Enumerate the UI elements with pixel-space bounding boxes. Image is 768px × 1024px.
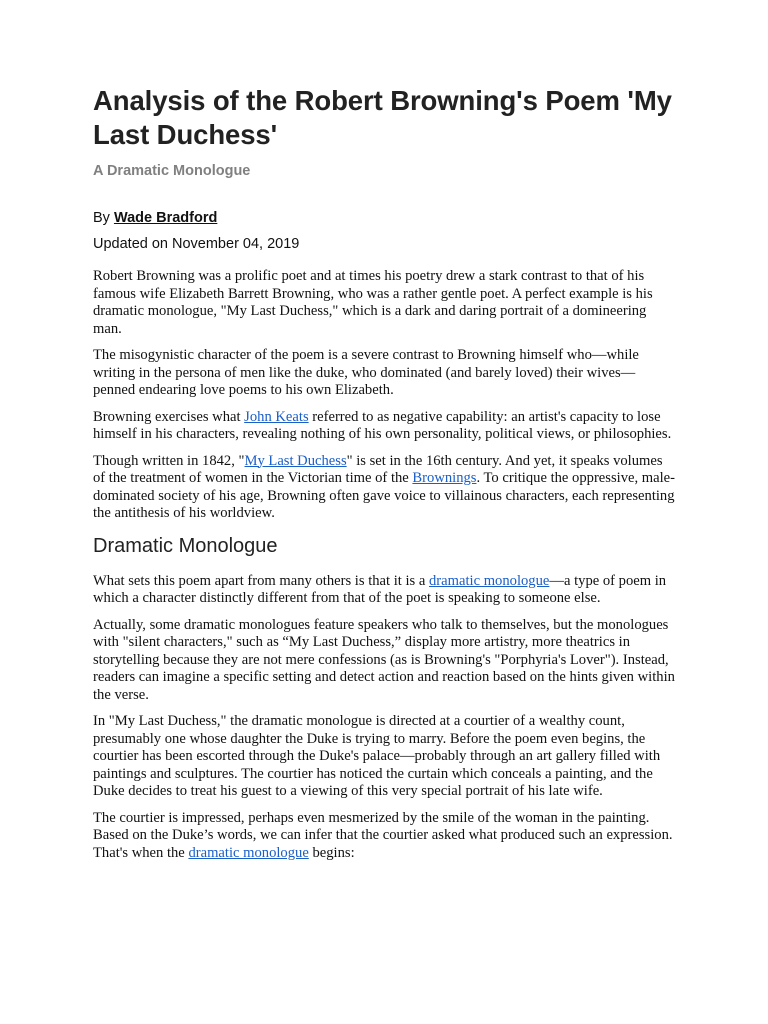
paragraph-text: begins:: [308, 844, 355, 861]
section-heading: Dramatic Monologue: [93, 534, 278, 557]
paragraph: [93, 810, 675, 863]
byline: [93, 209, 675, 227]
paragraph: In "My Last Duchess," the dramatic monologue is directed at a courtier of a wealthy count, presumably one whose daughter the Duke is trying to marry. Before the poem even begins, the courtier has been escorted through the Duke's palace—probably through an art gallery filled with paintings and sculptures. The courtier has noticed the curtain which conceals a painting, and the Duke decides to treat his guest to a viewing of this very special portrait of his late wife.: [93, 713, 661, 799]
paragraph: Actually, some dramatic monologues feature speakers who talk to themselves, but the monologues with "silent characters," such as “My Last Duchess,” display more artistry, more theatrics in storytelling because they are not mere confessions (as is Browning's "Porphyria's Lover"). Instead, readers can imagine a specific setting and detect action and reaction based on the hints given within the verse.: [93, 616, 675, 703]
paragraph: The misogynistic character of the poem is a severe contrast to Browning himself who—while writing in the persona of men like the duke, who dominated (and barely loved) their wives—penned endearing love poems to his own Elizabeth.: [93, 347, 639, 398]
paragraph-text: The courtier is impressed, perhaps even mesmerized by the smile of the woman in the painting. Based on the Duke’s words, we can infer that the courtier asked what produced such an expression. That's when the: [93, 809, 673, 861]
paragraph-text: —a type of poem in which a character distinctly different from that of the poet is speaking to someone else.: [93, 572, 667, 606]
dramatic-monologue-link[interactable]: dramatic monologue: [429, 572, 550, 589]
byline-prefix: By: [93, 210, 110, 226]
article-body: [93, 268, 675, 862]
paragraph-text: referred to as negative capability: an artist's capacity to lose himself in his characters, revealing nothing of his own personality, political views, or philosophies.: [93, 408, 672, 442]
brownings-link[interactable]: Brownings: [412, 470, 477, 486]
paragraph: Robert Browning was a prolific poet and at times his poetry drew a stark contrast to that of his famous wife Elizabeth Barrett Browning, who was a rather gentle poet. A perfect example is his dramatic monologue, "My Last Duchess," which is a dark and daring portrait of a domineering man.: [93, 268, 653, 337]
my-last-duchess-link[interactable]: My Last Duchess: [244, 452, 347, 469]
paragraph-text: Browning exercises what: [93, 408, 245, 425]
paragraph-text: What sets this poem apart from many others is that it is a: [93, 572, 429, 589]
article: [93, 84, 675, 871]
dramatic-monologue-link[interactable]: dramatic monologue: [188, 844, 309, 861]
article-title: Analysis of the Robert Browning's Poem 'My Last Duchess': [93, 85, 672, 150]
paragraph-text: " is set in the 16th century. And yet, it speaks volumes of the treatment of women in the Victorian time of the: [93, 452, 663, 486]
updated-date: Updated on November 04, 2019: [93, 236, 300, 252]
paragraph-text: . To critique the oppressive, male-dominated society of his age, Browning often gave voice to villainous characters, each representing the antithesis of his worldview.: [93, 470, 675, 521]
paragraph-text: Though written in 1842, ": [93, 452, 245, 469]
article-subtitle: A Dramatic Monologue: [93, 163, 251, 179]
author-link[interactable]: Wade Bradford: [113, 210, 218, 226]
paragraph: [93, 453, 675, 523]
paragraph: [93, 573, 675, 608]
paragraph: [93, 409, 675, 444]
john-keats-link[interactable]: John Keats: [244, 408, 309, 425]
